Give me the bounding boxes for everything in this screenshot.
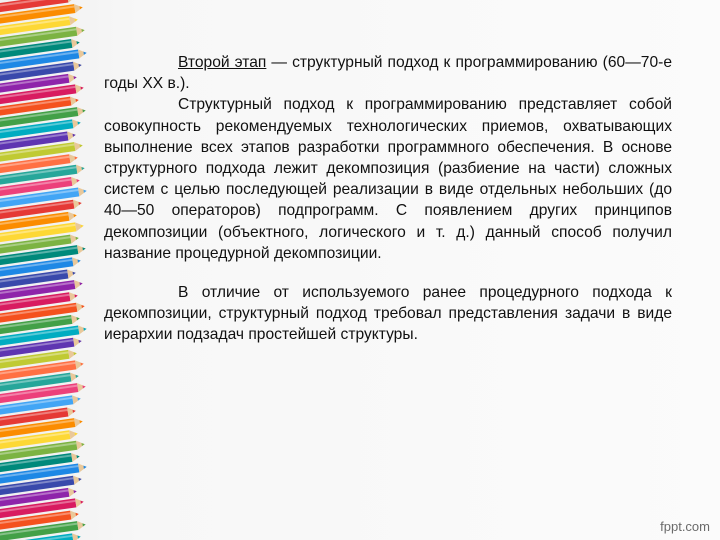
intro-text: — структурный подход к программированию (60—70-е годы XX в.). xyxy=(104,54,672,93)
slide-body xyxy=(104,52,672,346)
paragraph-comparison: В отличие от используемого ранее процедурного подхода к декомпозиции, структурный подход требовал представления задачи в виде иерархии подзадач простейшей структуры. xyxy=(104,284,672,344)
paragraph-structured-approach: Структурный подход к программированию представляет собой совокупность рекомендуемых технологических приемов, охватывающих выполнение всех этапов разработки программного обеспечения. В основе структурного подхода лежит декомпозиция (разбиение на части) сложных систем с целью последующей реализации в виде отдельных небольших (до 40—50 операторов) подпрограмм. С появлением других принципов декомпозиции (объектного, логического и т. д.) данный способ получил название процедурной декомпозиции. xyxy=(104,96,672,262)
pencils-border xyxy=(0,0,100,540)
stage-label: Второй этап xyxy=(178,54,267,71)
paragraph-intro xyxy=(104,52,672,94)
watermark: fppt.com xyxy=(660,519,710,534)
paragraph-gap xyxy=(104,264,672,282)
